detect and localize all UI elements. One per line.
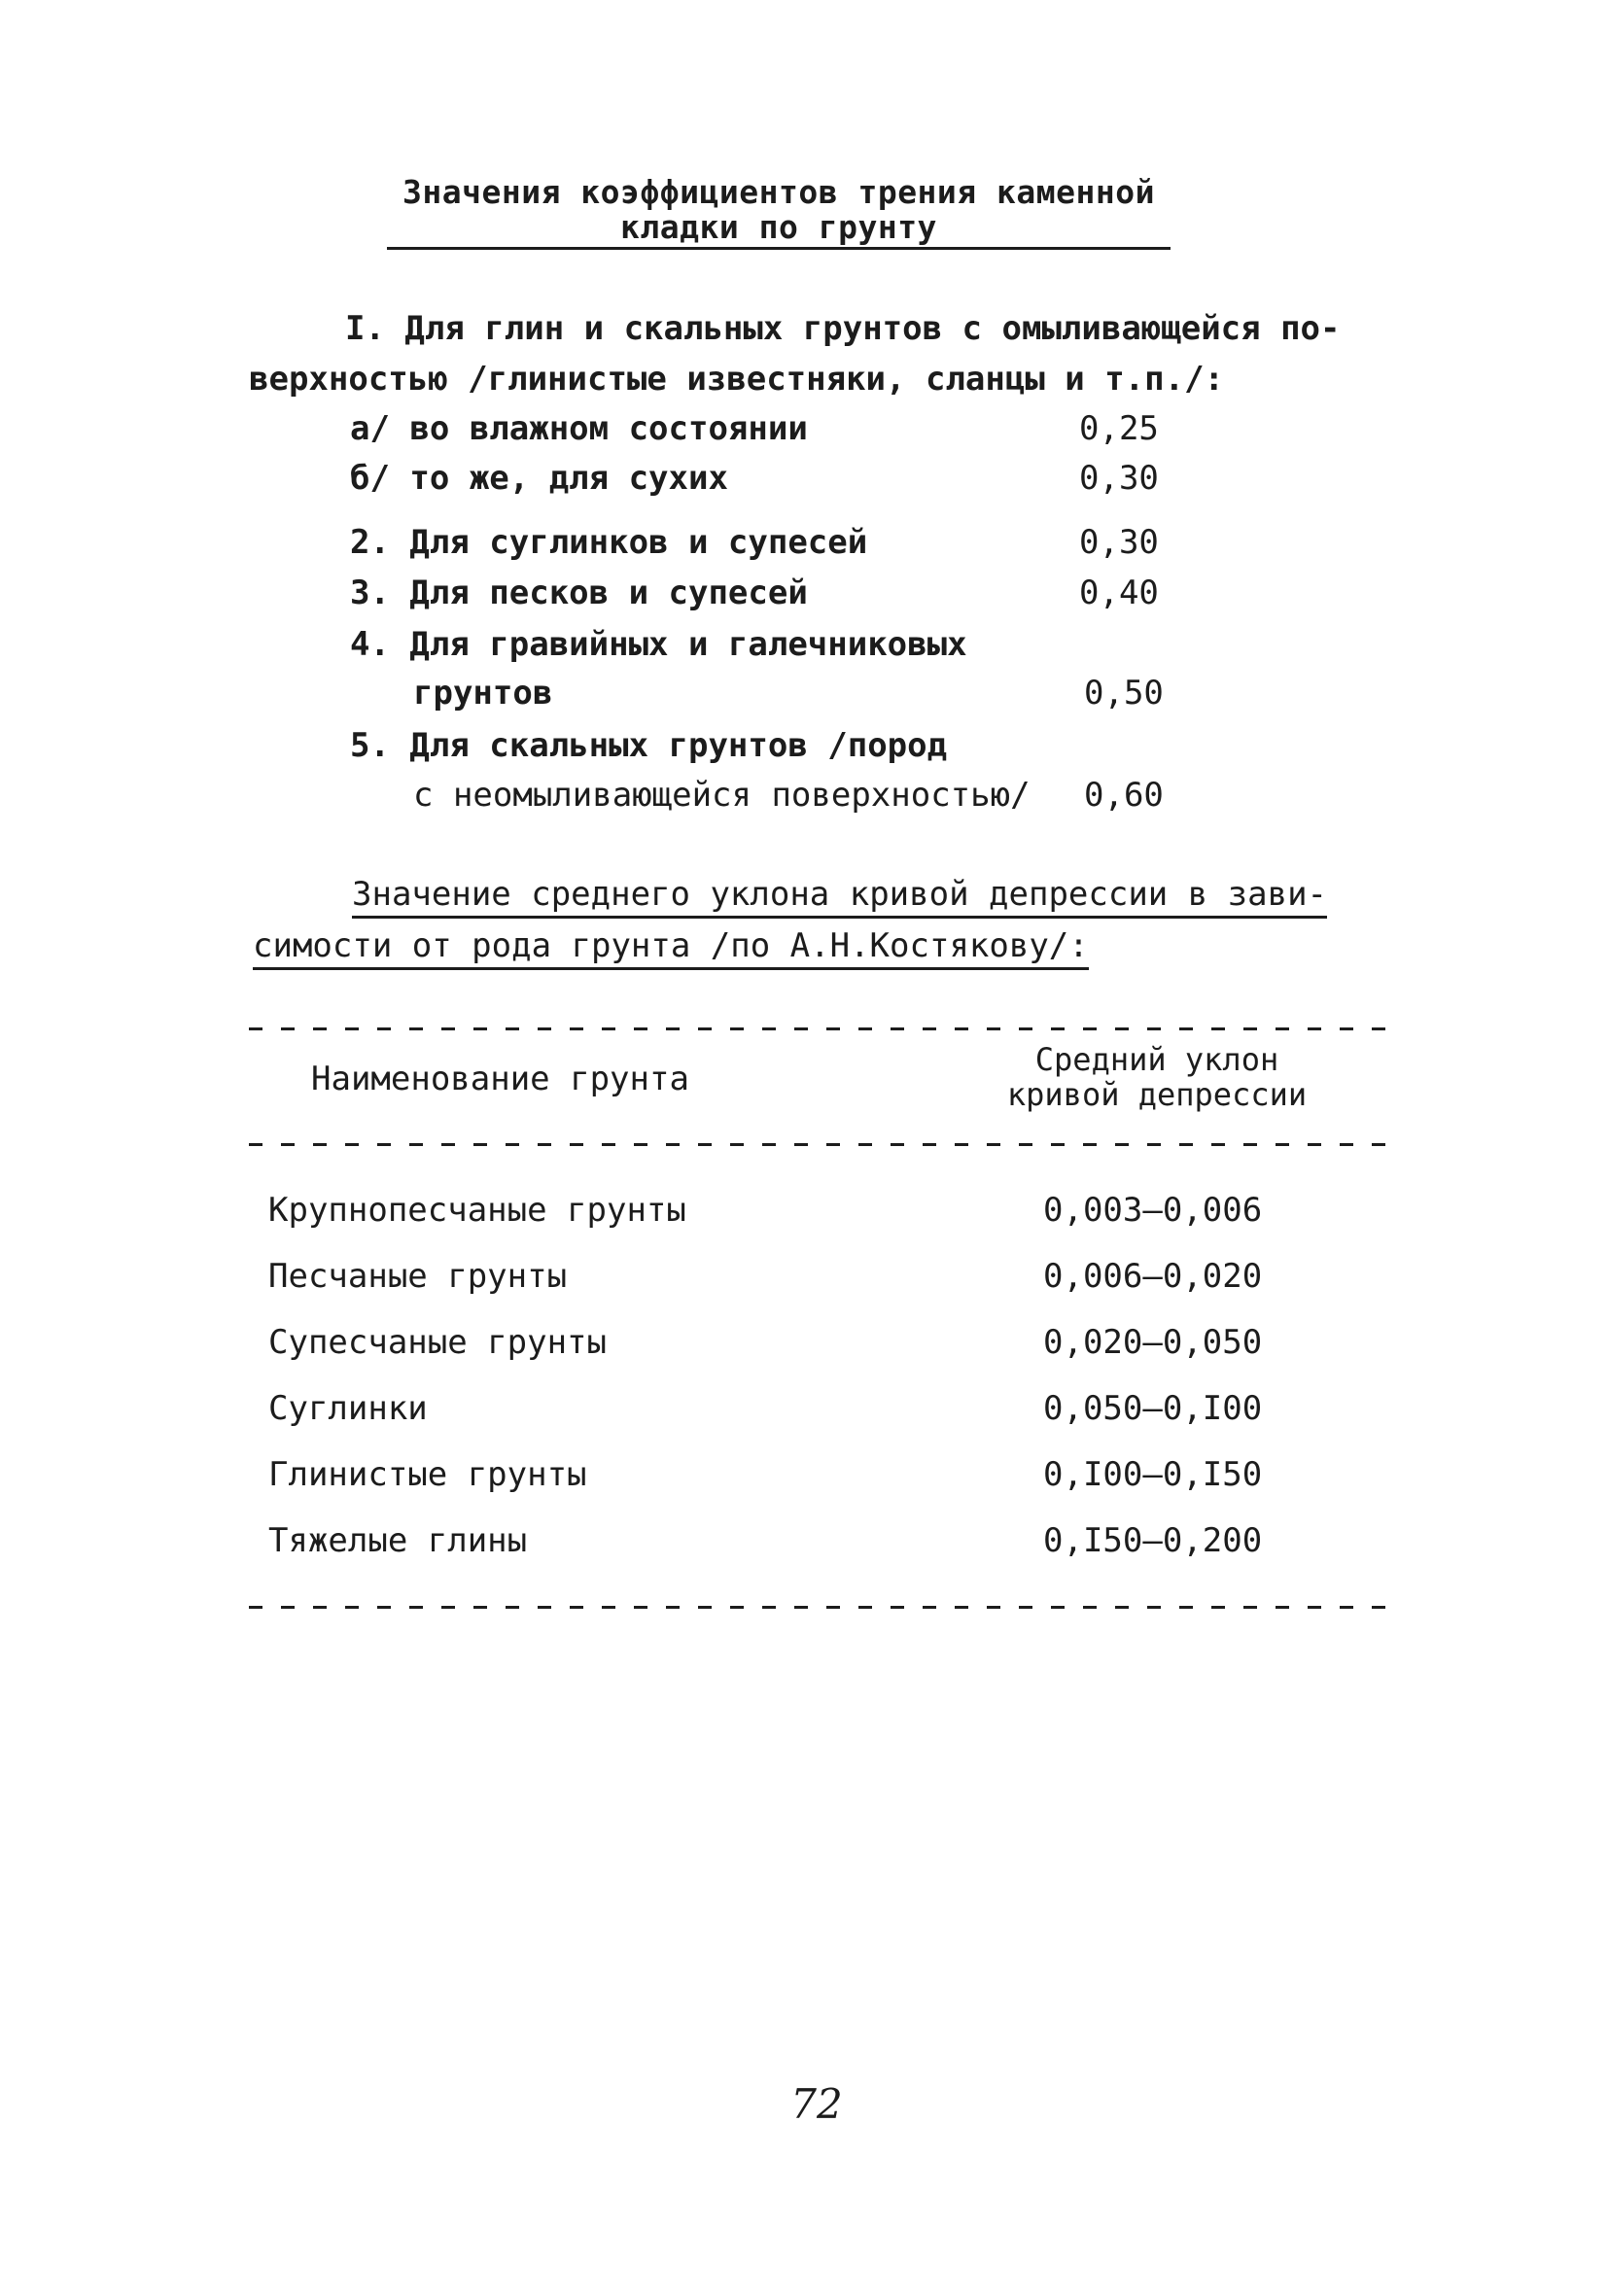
friction-row-3-label: 3. Для песков и супесей — [350, 574, 808, 612]
slope-intro-line1-text: Значение среднего уклона кривой депрессии в зави- — [352, 875, 1327, 919]
friction-title-line2: кладки по грунту — [620, 208, 937, 246]
friction-item4-value: 0,50 — [1084, 674, 1164, 713]
friction-row-3-value: 0,40 — [1079, 574, 1159, 612]
table-row-name: Глинистые грунты — [268, 1455, 587, 1494]
title-underline — [387, 247, 1171, 250]
table-row-value: 0,006–0,020 — [1043, 1257, 1263, 1296]
table-top-dashed-rule — [249, 1027, 1394, 1030]
table-row-value: 0,003–0,006 — [1043, 1191, 1263, 1230]
friction-title-line1: Значения коэффициентов трения каменной — [402, 173, 1155, 211]
table-header-dashed-rule — [249, 1143, 1394, 1146]
friction-row-b-label: б/ то же, для сухих — [350, 459, 728, 498]
table-row-name: Песчаные грунты — [268, 1257, 568, 1296]
friction-item4-line1: 4. Для гравийных и галечниковых — [350, 625, 967, 664]
friction-row-a-label: а/ во влажном состоянии — [350, 409, 808, 448]
slope-intro-line2-text: симости от рода грунта /по А.Н.Костякову/: — [253, 926, 1089, 970]
friction-row-2-label: 2. Для суглинков и супесей — [350, 523, 868, 562]
table-header-name: Наименование грунта — [311, 1060, 689, 1098]
slope-intro-line2 — [253, 926, 1089, 965]
table-bottom-dashed-rule — [249, 1606, 1394, 1609]
friction-row-b-value: 0,30 — [1079, 459, 1159, 498]
friction-item1-line1: I. Для глин и скальных грунтов с омыливающейся по- — [345, 309, 1341, 348]
table-header-slope-line2: кривой депрессии — [1006, 1076, 1308, 1113]
slope-intro-line1 — [352, 875, 1327, 914]
table-row-name: Суглинки — [268, 1389, 428, 1428]
table-row-name: Тяжелые глины — [268, 1521, 528, 1560]
friction-row-2-value: 0,30 — [1079, 523, 1159, 562]
table-row-value: 0,I50–0,200 — [1043, 1521, 1263, 1560]
friction-item1-line2: верхностью /глинистые известняки, сланцы и т.п./: — [249, 360, 1225, 399]
table-row-value: 0,050–0,I00 — [1043, 1389, 1263, 1428]
table-row-name: Крупнопесчаные грунты — [268, 1191, 686, 1230]
friction-item5-line1: 5. Для скальных грунтов /пород — [350, 726, 948, 765]
page-number: 72 — [790, 2080, 843, 2128]
table-header-slope-line1: Средний уклон — [1034, 1041, 1279, 1078]
friction-item4-line2: грунтов — [413, 674, 553, 713]
table-row-value: 0,020–0,050 — [1043, 1323, 1263, 1362]
table-row-name: Супесчаные грунты — [268, 1323, 607, 1362]
friction-row-a-value: 0,25 — [1079, 409, 1159, 448]
table-row-value: 0,I00–0,I50 — [1043, 1455, 1263, 1494]
friction-item5-value: 0,60 — [1084, 776, 1164, 815]
friction-item5-line2: с неомыливающейся поверхностью/ — [413, 776, 1031, 815]
